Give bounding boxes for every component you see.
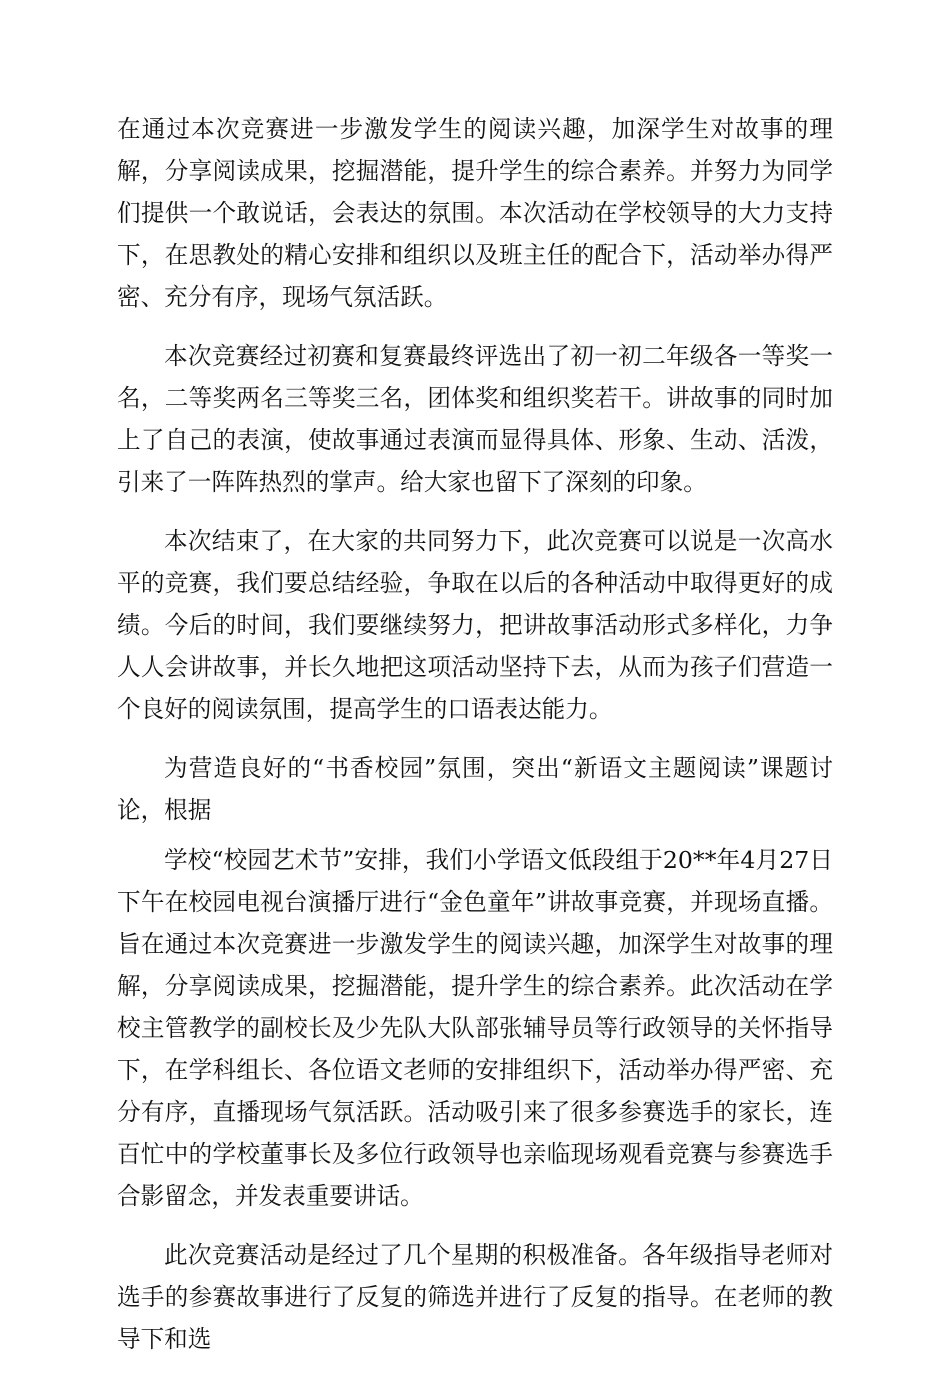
paragraph-awards: 本次竞赛经过初赛和复赛最终评选出了初一初二年级各一等奖一名，二等奖两名三等奖三名，团体奖和组织奖若干。讲故事的同时加上了自己的表演，使故事通过表演而显得具体、形象、生动、活泼，引来了一阵阵热烈的掌声。给大家也留下了深刻的印象。 xyxy=(117,342,833,496)
paragraph-conclusion: 本次结束了，在大家的共同努力下，此次竞赛可以说是一次高水平的竞赛，我们要总结经验，争取在以后的各种活动中取得更好的成绩。今后的时间，我们要继续努力，把讲故事活动形式多样化，力争人人会讲故事，并长久地把这项活动坚持下去，从而为孩子们营造一个良好的阅读氛围，提高学生的口语表达能力。 xyxy=(117,527,833,723)
document-page xyxy=(117,108,833,1377)
paragraph-continued-intro: 在通过本次竞赛进一步激发学生的阅读兴趣，加深学生对故事的理解，分享阅读成果，挖掘潜能，提升学生的综合素养。并努力为同学们提供一个敢说话，会表达的氛围。本次活动在学校领导的大力支持下，在思教处的精心安排和组织以及班主任的配合下，活动举办得严密、充分有序，现场气氛活跃。 xyxy=(117,115,833,311)
paragraph-event-details: 学校“校园艺术节”安排，我们小学语文低段组于20**年4月27日下午在校园电视台演播厅进行“金色童年”讲故事竞赛，并现场直播。旨在通过本次竞赛进一步激发学生的阅读兴趣，加深学生对故事的理解，分享阅读成果，挖掘潜能，提升学生的综合素养。此次活动在学校主管教学的副校长及少先队大队部张辅导员等行政领导的关怀指导下，在学科组长、各位语文老师的安排组织下，活动举办得严密、充分有序，直播现场气氛活跃。活动吸引来了很多参赛选手的家长，连百忙中的学校董事长及多位行政领导也亲临现场观看竞赛与参赛选手合影留念，并发表重要讲话。 xyxy=(117,846,833,1210)
paragraph-purpose: 为营造良好的“书香校园”氛围，突出“新语文主题阅读”课题讨论，根据 xyxy=(117,754,833,824)
paragraph-preparation: 此次竞赛活动是经过了几个星期的积极准备。各年级指导老师对选手的参赛故事进行了反复的筛选并进行了反复的指导。在老师的教导下和选 xyxy=(117,1241,833,1353)
